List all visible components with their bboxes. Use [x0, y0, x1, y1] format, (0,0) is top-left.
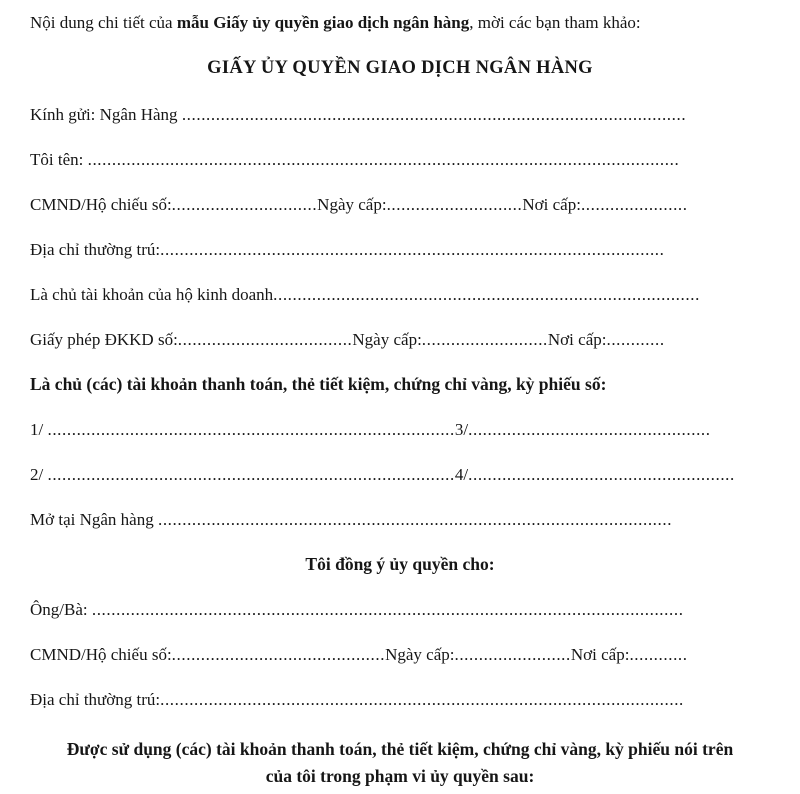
- permanent-address-label: Địa chỉ thường trú:: [30, 690, 161, 709]
- line-recipient-bank: [30, 92, 770, 137]
- dotted-blank: ..........................: [421, 330, 548, 349]
- issue-date-label: Ngày cấp:: [352, 330, 422, 349]
- line-authorized-id: [30, 632, 770, 677]
- dotted-blank: ..........................................................................................................: [157, 510, 673, 529]
- intro-suffix: , mời các bạn tham khảo:: [469, 13, 641, 32]
- recipient-bank-label: Kính gửi: Ngân Hàng: [30, 105, 182, 124]
- issue-place-label: Nơi cấp:: [570, 645, 630, 664]
- id-number-label: CMND/Hộ chiếu số:: [30, 645, 172, 664]
- full-name-label: Tôi tên:: [30, 150, 88, 169]
- account-1-label: 1/: [30, 420, 48, 439]
- dotted-blank: ........................................................................................................: [160, 240, 665, 259]
- dotted-blank: ........................: [454, 645, 571, 664]
- dotted-blank: ....................................................................................: [47, 420, 455, 439]
- scope-heading-line2: của tôi trong phạm vi ủy quyền sau:: [265, 766, 535, 786]
- business-license-label: Giấy phép ĐKKD số:: [30, 330, 178, 349]
- issue-date-label: Ngày cấp:: [385, 645, 455, 664]
- line-account-1-3: [30, 407, 770, 452]
- section-accounts-heading: Là chủ (các) tài khoản thanh toán, thẻ tiết kiệm, chứng chỉ vàng, kỳ phiếu số:: [30, 374, 607, 394]
- line-permanent-address: [30, 227, 770, 272]
- line-authorized-address: [30, 677, 770, 722]
- document-title: GIẤY ỦY QUYỀN GIAO DỊCH NGÂN HÀNG: [207, 58, 593, 78]
- issue-date-label: Ngày cấp:: [317, 195, 387, 214]
- dotted-blank: .......................................................: [468, 465, 735, 484]
- dotted-blank: ............................................................................................................: [160, 690, 684, 709]
- issue-place-label: Nơi cấp:: [522, 195, 581, 214]
- dotted-blank: ........................................................................................................: [181, 105, 687, 124]
- dotted-blank: ..............................: [171, 195, 318, 214]
- dotted-blank: ........................................................................................: [273, 285, 700, 304]
- line-business-household: [30, 272, 770, 317]
- dotted-blank: ..........................................................................................................................: [87, 150, 680, 169]
- permanent-address-label: Địa chỉ thường trú:: [30, 240, 161, 259]
- business-household-label: Là chủ tài khoản của hộ kinh doanh: [30, 285, 274, 304]
- intro-prefix: Nội dung chi tiết của: [30, 13, 177, 32]
- section-scope-heading: [18, 736, 782, 790]
- dotted-blank: ............................: [386, 195, 523, 214]
- dotted-blank: ............................................: [171, 645, 386, 664]
- intro-bold-text: mẫu Giấy ủy quyền giao dịch ngân hàng: [176, 13, 470, 32]
- line-authorized-person: [30, 587, 770, 632]
- line-business-license: [30, 317, 770, 362]
- account-2-label: 2/: [30, 465, 48, 484]
- line-id-number: [30, 182, 770, 227]
- dotted-blank: ....................................................................................: [47, 465, 455, 484]
- id-number-label: CMND/Hộ chiếu số:: [30, 195, 172, 214]
- line-full-name: [30, 137, 770, 182]
- dotted-blank: ......................: [580, 195, 688, 214]
- account-3-label: 3/: [454, 420, 469, 439]
- intro-paragraph: [30, 0, 770, 45]
- section-authorize-heading: Tôi đồng ý ủy quyền cho:: [305, 554, 495, 574]
- dotted-blank: ............: [606, 330, 665, 349]
- opened-at-bank-label: Mở tại Ngân hàng: [30, 510, 158, 529]
- account-4-label: 4/: [454, 465, 469, 484]
- dotted-blank: ..................................................: [468, 420, 711, 439]
- line-account-2-4: [30, 452, 770, 497]
- issue-place-label: Nơi cấp:: [547, 330, 607, 349]
- line-opened-at-bank: [30, 497, 770, 542]
- dotted-blank: ............: [629, 645, 688, 664]
- dotted-blank: ....................................: [177, 330, 353, 349]
- authorized-person-label: Ông/Bà:: [30, 600, 92, 619]
- scope-heading-line1: Được sử dụng (các) tài khoản thanh toán, thẻ tiết kiệm, chứng chỉ vàng, kỳ phiếu nói trên: [66, 739, 734, 759]
- dotted-blank: ..........................................................................................................................: [91, 600, 684, 619]
